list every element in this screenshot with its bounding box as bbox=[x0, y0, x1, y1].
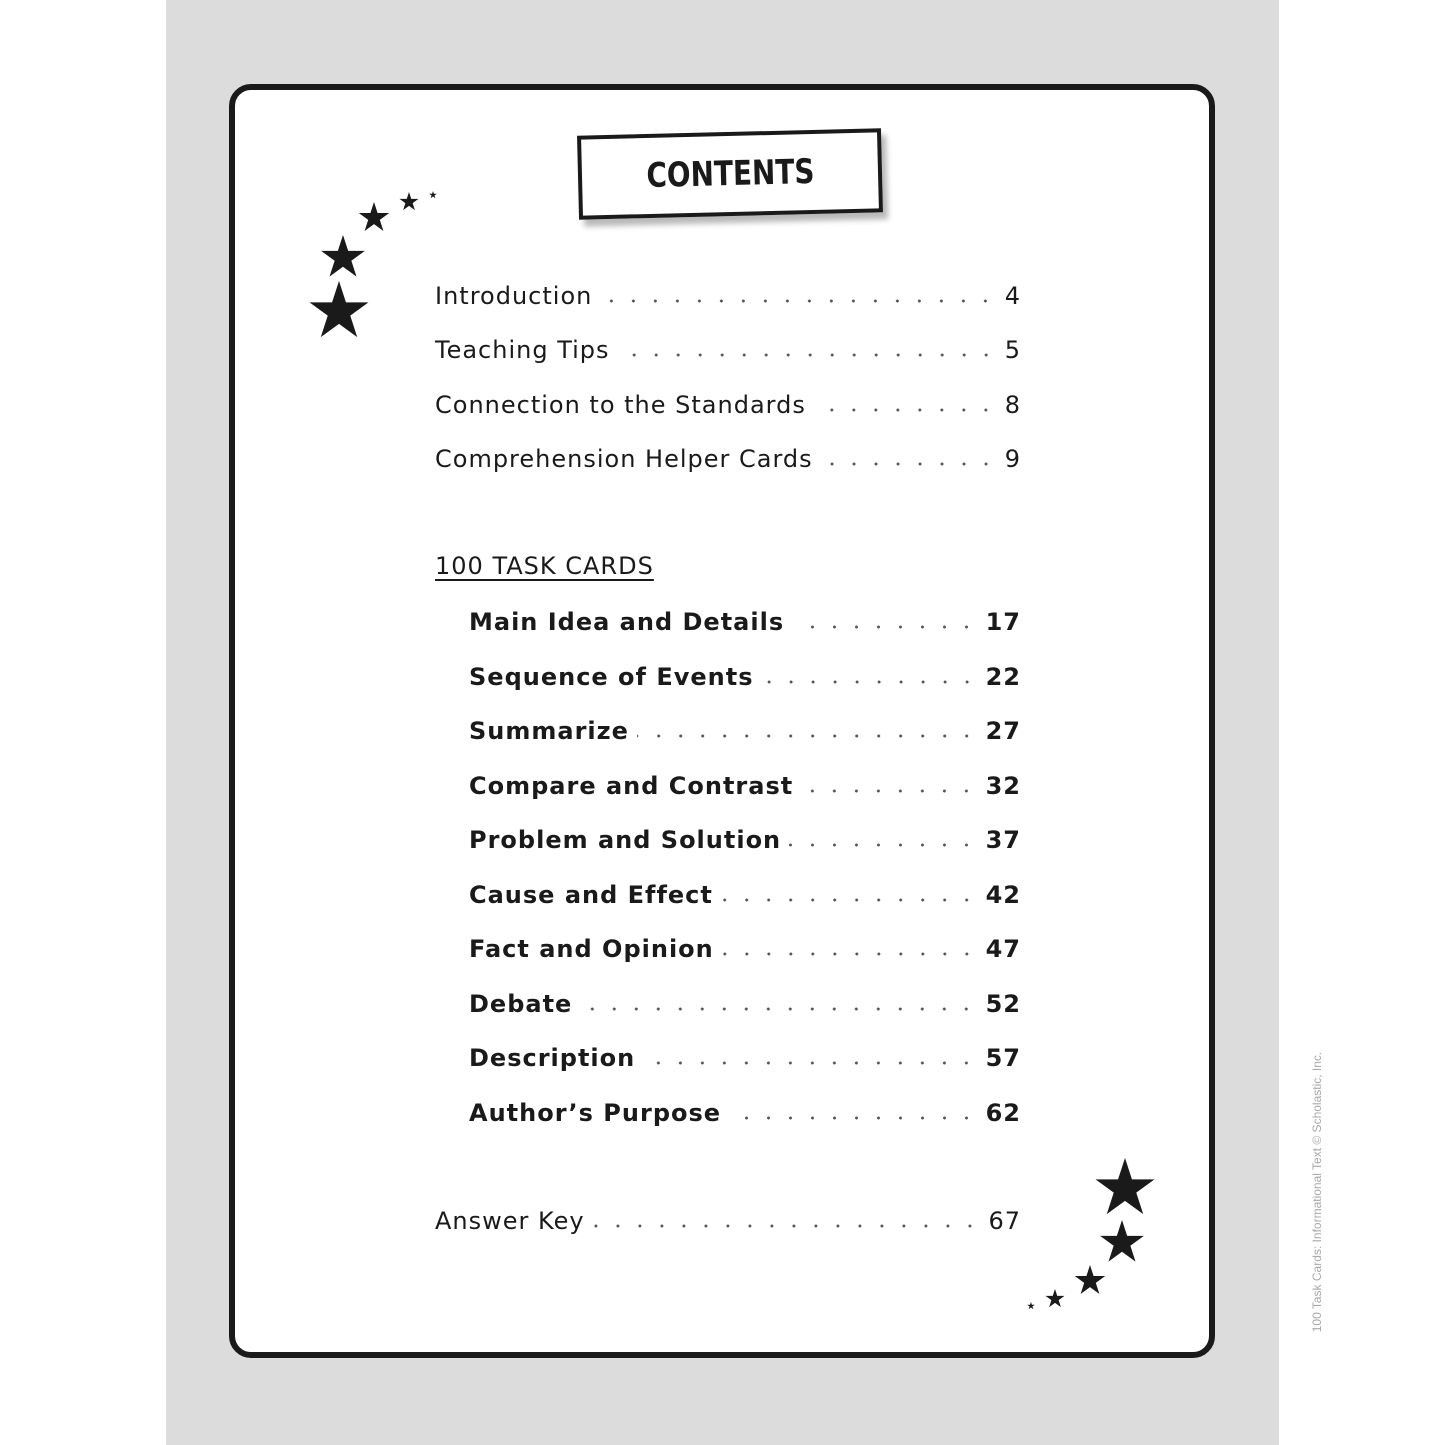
toc-entry-label: Sequence of Events bbox=[469, 663, 754, 691]
toc-entry-introduction[interactable] bbox=[435, 282, 1021, 310]
toc-entry-description[interactable] bbox=[469, 1044, 1021, 1072]
toc-page-number: 4 bbox=[1004, 282, 1021, 310]
toc-entry-label: Problem and Solution bbox=[469, 826, 782, 854]
dot-leader bbox=[721, 897, 978, 903]
toc-entry-summarize[interactable] bbox=[469, 717, 1021, 745]
toc-entry-debate[interactable] bbox=[469, 990, 1021, 1018]
toc-page-number: 17 bbox=[985, 608, 1021, 636]
dot-leader bbox=[600, 298, 996, 304]
copyright-credit: 100 Task Cards: Informational Text © Scholastic, Inc. bbox=[1310, 1051, 1324, 1333]
toc-entry-problem-solution[interactable] bbox=[469, 826, 1021, 854]
dot-leader bbox=[637, 733, 978, 739]
toc-entry-connection-standards[interactable] bbox=[435, 391, 1021, 419]
toc-entry-label: Author’s Purpose bbox=[469, 1099, 722, 1127]
toc-entry-compare-contrast[interactable] bbox=[469, 772, 1021, 800]
toc-page-number: 42 bbox=[985, 881, 1021, 909]
toc-entry-label: Compare and Contrast bbox=[469, 772, 794, 800]
page-title: CONTENTS bbox=[645, 151, 815, 197]
toc-entry-fact-opinion[interactable] bbox=[469, 935, 1021, 963]
star-icon bbox=[1096, 1158, 1155, 1214]
toc-entry-label: Comprehension Helper Cards bbox=[435, 445, 813, 473]
toc-entry-answer-key[interactable] bbox=[435, 1207, 1021, 1235]
star-icon bbox=[399, 192, 418, 210]
toc-page-number: 27 bbox=[985, 717, 1021, 745]
toc-page-number: 22 bbox=[985, 663, 1021, 691]
toc-entry-sequence-of-events[interactable] bbox=[469, 663, 1021, 691]
toc-page-number: 52 bbox=[985, 990, 1021, 1018]
toc-entry-teaching-tips[interactable] bbox=[435, 336, 1021, 364]
star-icon bbox=[1045, 1289, 1064, 1307]
toc-page-number: 47 bbox=[985, 935, 1021, 963]
toc-entry-label: Fact and Opinion bbox=[469, 935, 714, 963]
toc-entry-label: Description bbox=[469, 1044, 636, 1072]
toc-entry-cause-effect[interactable] bbox=[469, 881, 1021, 909]
toc-page-number: 67 bbox=[988, 1207, 1021, 1235]
task-cards-heading: 100 TASK CARDS bbox=[435, 552, 654, 580]
toc-entry-label: Connection to the Standards bbox=[435, 391, 806, 419]
dot-leader bbox=[593, 1223, 981, 1229]
star-icon bbox=[1100, 1220, 1144, 1262]
toc-page-number: 62 bbox=[985, 1099, 1021, 1127]
star-icon bbox=[1075, 1265, 1105, 1294]
toc-page-number: 57 bbox=[985, 1044, 1021, 1072]
star-icon bbox=[321, 235, 365, 277]
star-icon bbox=[359, 202, 389, 231]
dot-leader bbox=[618, 352, 997, 358]
toc-entry-label: Teaching Tips bbox=[435, 336, 610, 364]
toc-page-number: 32 bbox=[985, 772, 1021, 800]
toc-page-number: 5 bbox=[1004, 336, 1021, 364]
dot-leader bbox=[729, 1115, 978, 1121]
toc-entry-label: Main Idea and Details bbox=[469, 608, 785, 636]
dot-leader bbox=[814, 407, 997, 413]
toc-page-number: 8 bbox=[1004, 391, 1021, 419]
toc-entry-label: Answer Key bbox=[435, 1207, 585, 1235]
toc-page-number: 9 bbox=[1004, 445, 1021, 473]
toc-entry-label: Summarize bbox=[469, 717, 629, 745]
toc-entry-main-idea[interactable] bbox=[469, 608, 1021, 636]
dot-leader bbox=[789, 842, 977, 848]
dot-leader bbox=[801, 788, 977, 794]
toc-entry-label: Cause and Effect bbox=[469, 881, 713, 909]
toc-entry-label: Debate bbox=[469, 990, 573, 1018]
toc-entry-label: Introduction bbox=[435, 282, 593, 310]
dot-leader bbox=[792, 624, 977, 630]
star-icon bbox=[429, 191, 437, 198]
dot-leader bbox=[821, 461, 997, 467]
star-icon bbox=[310, 281, 369, 337]
toc-entry-authors-purpose[interactable] bbox=[469, 1099, 1021, 1127]
dot-leader bbox=[580, 1006, 977, 1012]
toc-page-number: 37 bbox=[985, 826, 1021, 854]
dot-leader bbox=[762, 679, 978, 685]
toc-entry-comprehension-helper-cards[interactable] bbox=[435, 445, 1021, 473]
dot-leader bbox=[722, 951, 978, 957]
dot-leader bbox=[643, 1060, 977, 1066]
star-icon bbox=[1027, 1302, 1035, 1309]
